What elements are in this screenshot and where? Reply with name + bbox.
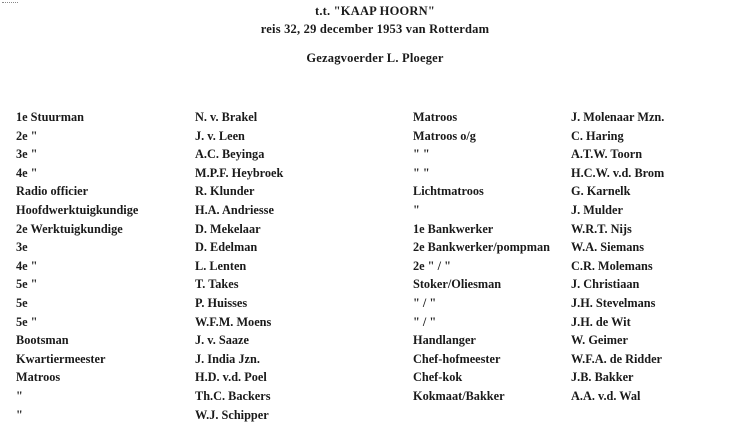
crew-name: A.C. Beyinga xyxy=(195,147,265,162)
crew-name: W.F.A. de Ridder xyxy=(571,351,662,366)
crew-name: W. Geimer xyxy=(571,333,628,348)
crew-rank: 1e Stuurman xyxy=(16,110,84,124)
crew-rank: 3e " xyxy=(16,147,38,162)
crew-name: J. v. Leen xyxy=(195,128,245,143)
crew-name: J. Christiaan xyxy=(571,277,640,292)
crew-rank: Kwartiermeester xyxy=(16,351,106,366)
left-names-column xyxy=(195,108,405,424)
crew-name: J. India Jzn. xyxy=(195,351,260,366)
crew-rank: 2e Bankwerker/pompman xyxy=(413,240,550,255)
crew-name: D. Mekelaar xyxy=(195,221,261,236)
crew-rank: 5e " xyxy=(16,277,38,292)
crew-name: H.A. Andriesse xyxy=(195,202,274,217)
crew-rank: 2e " xyxy=(16,128,38,143)
ship-name: t.t. "KAAP HOORN" xyxy=(314,4,436,18)
crew-name: N. v. Brakel xyxy=(195,110,258,124)
crew-rank: Chef-kok xyxy=(413,370,463,385)
crew-name: L. Lenten xyxy=(195,258,247,273)
crew-rank: Handlanger xyxy=(413,333,476,348)
crew-rank: Bootsman xyxy=(16,333,69,348)
left-ranks-column xyxy=(16,108,191,424)
crew-name: P. Huisses xyxy=(195,295,248,310)
crew-rank: " xyxy=(413,202,420,217)
crew-name: C.R. Molemans xyxy=(571,258,653,273)
crew-name: G. Karnelk xyxy=(571,184,631,199)
crew-name: W.F.M. Moens xyxy=(195,314,272,329)
crew-rank: Matroos o/g xyxy=(413,128,476,143)
right-ranks-column xyxy=(413,108,563,406)
crew-name: D. Edelman xyxy=(195,240,258,255)
crew-rank: Lichtmatroos xyxy=(413,184,484,199)
crew-name: W.R.T. Nijs xyxy=(571,221,632,236)
crew-rank: Matroos xyxy=(16,370,61,385)
crew-name: J.H. de Wit xyxy=(571,314,631,329)
crew-rank: 1e Bankwerker xyxy=(413,221,494,236)
crew-rank: 5e xyxy=(16,295,28,310)
crew-name: R. Klunder xyxy=(195,184,255,199)
crew-rank: " / " xyxy=(413,295,437,310)
crew-name: Th.C. Backers xyxy=(195,388,271,403)
crew-name: C. Haring xyxy=(571,128,624,143)
crew-rank: 4e " xyxy=(16,165,38,180)
crew-name: J. v. Saaze xyxy=(195,333,249,348)
crew-rank: Radio officier xyxy=(16,184,89,199)
crew-rank: " " xyxy=(413,147,430,162)
crew-rank: 4e " xyxy=(16,258,38,273)
captain-line: Gezagvoerder L. Ploeger xyxy=(306,51,444,65)
crew-rank: Hoofdwerktuigkundige xyxy=(16,202,139,217)
crew-name: J.H. Stevelmans xyxy=(571,295,656,310)
crew-name: A.A. v.d. Wal xyxy=(571,388,641,403)
crew-name: A.T.W. Toorn xyxy=(571,147,643,162)
crew-name: T. Takes xyxy=(195,277,239,292)
crew-name: H.D. v.d. Poel xyxy=(195,370,267,385)
crew-name: J. Mulder xyxy=(571,202,623,217)
crew-name: J. Molenaar Mzn. xyxy=(571,110,665,124)
crew-rank: " " xyxy=(413,165,430,180)
crew-name: H.C.W. v.d. Brom xyxy=(571,165,665,180)
crew-rank: 3e xyxy=(16,240,28,255)
crew-rank: " / " xyxy=(413,314,437,329)
crew-rank: 2e Werktuigkundige xyxy=(16,221,123,236)
crew-rank: " xyxy=(16,407,23,422)
crew-name: M.P.F. Heybroek xyxy=(195,165,284,180)
right-names-column xyxy=(571,108,747,406)
crew-rank: Matroos xyxy=(413,110,458,124)
crew-rank: " xyxy=(16,388,23,403)
voyage-line: reis 32, 29 december 1953 van Rotterdam xyxy=(260,22,490,36)
crew-name: W.A. Siemans xyxy=(571,240,645,255)
crew-name: W.J. Schipper xyxy=(195,407,269,422)
crew-rank: Kokmaat/Bakker xyxy=(413,388,505,403)
crew-rank: 2e " / " xyxy=(413,258,451,273)
crew-rank: Chef-hofmeester xyxy=(413,351,501,366)
crew-rank: 5e " xyxy=(16,314,38,329)
crew-name: J.B. Bakker xyxy=(571,370,634,385)
crew-rank: Stoker/Oliesman xyxy=(413,277,502,292)
